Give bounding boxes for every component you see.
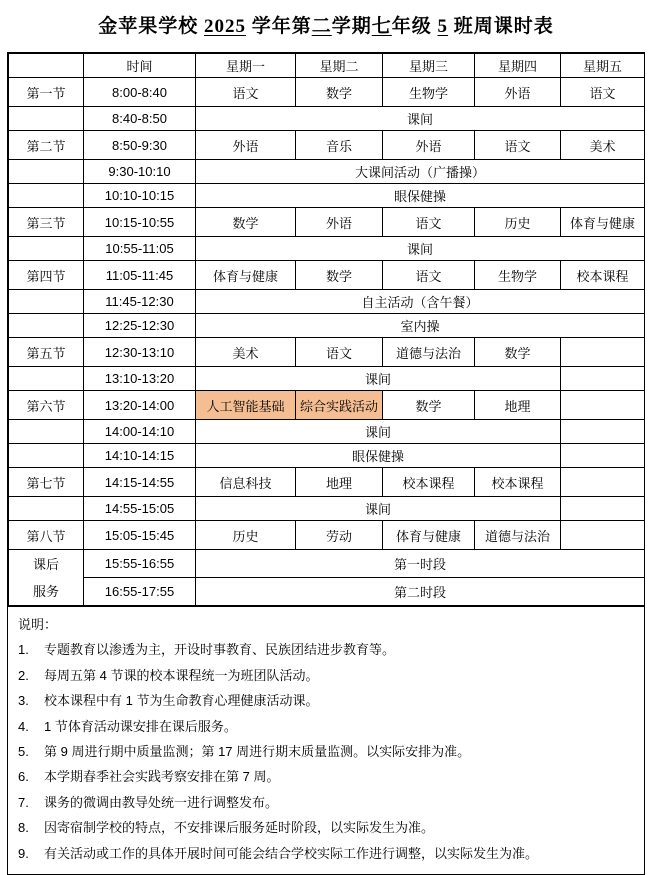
break-cell: 课间 xyxy=(196,497,561,521)
period-1-row xyxy=(9,78,645,107)
note-item xyxy=(18,841,634,866)
time-cell: 15:05-15:45 xyxy=(84,521,196,550)
subject-cell: 校本课程 xyxy=(561,261,645,290)
break-row xyxy=(9,184,645,208)
title-suffix: 班周课时表 xyxy=(448,16,554,37)
title-class-number: 5 xyxy=(437,16,449,37)
header-row xyxy=(9,54,645,78)
subject-cell: 数学 xyxy=(475,338,561,367)
break-row xyxy=(9,314,645,338)
subject-cell: 校本课程 xyxy=(475,468,561,497)
period-label-empty xyxy=(9,184,84,208)
note-number: 7. xyxy=(18,794,29,810)
period-label-empty xyxy=(9,290,84,314)
subject-cell-highlighted: 人工智能基础 xyxy=(196,391,296,420)
service-slot-cell: 第一时段 xyxy=(196,550,645,578)
break-row xyxy=(9,497,645,521)
timetable-table xyxy=(8,53,645,606)
note-text: 因寄宿制学校的特点，不安排课后服务延时阶段，以实际发生为准。 xyxy=(44,820,435,836)
break-cell: 眼保健操 xyxy=(196,444,561,468)
note-item xyxy=(18,739,634,764)
subject-cell: 体育与健康 xyxy=(561,208,645,237)
period-label-empty xyxy=(9,314,84,338)
note-item xyxy=(18,764,634,789)
subject-cell: 校本课程 xyxy=(383,468,475,497)
break-cell: 大课间活动（广播操） xyxy=(196,160,645,184)
subject-cell: 数学 xyxy=(296,78,383,107)
break-row xyxy=(9,367,645,391)
note-item xyxy=(18,637,634,662)
subject-cell: 外语 xyxy=(196,131,296,160)
subject-cell: 历史 xyxy=(196,521,296,550)
note-text: 1 节体育活动课安排在课后服务。 xyxy=(44,718,237,734)
time-cell: 11:05-11:45 xyxy=(84,261,196,290)
time-cell: 8:40-8:50 xyxy=(84,107,196,131)
time-cell: 9:30-10:10 xyxy=(84,160,196,184)
friday-empty-cell xyxy=(561,497,645,521)
subject-cell: 劳动 xyxy=(296,521,383,550)
period-label: 第二节 xyxy=(9,131,84,160)
header-thursday: 星期四 xyxy=(475,54,561,78)
time-cell: 15:55-16:55 xyxy=(84,550,196,578)
subject-cell: 信息科技 xyxy=(196,468,296,497)
subject-cell-empty xyxy=(561,468,645,497)
period-3-row xyxy=(9,208,645,237)
subject-cell: 数学 xyxy=(296,261,383,290)
note-text: 课务的微调由教导处统一进行调整发布。 xyxy=(44,794,279,810)
subject-cell: 体育与健康 xyxy=(383,521,475,550)
time-cell: 14:00-14:10 xyxy=(84,420,196,444)
note-item xyxy=(18,663,634,688)
note-number: 4. xyxy=(18,718,29,734)
title-mid1: 学年第 xyxy=(245,16,312,37)
service-slot-cell: 第二时段 xyxy=(196,578,645,606)
subject-cell: 地理 xyxy=(296,468,383,497)
subject-cell: 外语 xyxy=(475,78,561,107)
subject-cell-empty xyxy=(561,521,645,550)
title-school: 金苹果学校 xyxy=(98,16,204,37)
note-number: 6. xyxy=(18,769,29,785)
time-cell: 12:25-12:30 xyxy=(84,314,196,338)
note-text: 专题教育以渗透为主，开设时事教育、民族团结进步教育等。 xyxy=(44,642,396,658)
title-mid2: 学期 xyxy=(331,16,372,37)
note-number: 8. xyxy=(18,820,29,836)
friday-empty-cell xyxy=(561,444,645,468)
period-8-row xyxy=(9,521,645,550)
subject-cell: 生物学 xyxy=(475,261,561,290)
subject-cell: 美术 xyxy=(561,131,645,160)
subject-cell: 数学 xyxy=(383,391,475,420)
period-2-row xyxy=(9,131,645,160)
period-label: 第一节 xyxy=(9,78,84,107)
break-row xyxy=(9,420,645,444)
time-cell: 13:10-13:20 xyxy=(84,367,196,391)
period-label-empty xyxy=(9,160,84,184)
subject-cell: 数学 xyxy=(196,208,296,237)
period-label-empty xyxy=(9,367,84,391)
subject-cell: 美术 xyxy=(196,338,296,367)
break-cell: 眼保健操 xyxy=(196,184,645,208)
subject-cell: 语文 xyxy=(475,131,561,160)
period-6-row xyxy=(9,391,645,420)
title-term: 二 xyxy=(311,16,332,37)
subject-cell: 地理 xyxy=(475,391,561,420)
note-number: 3. xyxy=(18,693,29,709)
note-number: 1. xyxy=(18,642,29,658)
subject-cell: 语文 xyxy=(561,78,645,107)
time-cell: 11:45-12:30 xyxy=(84,290,196,314)
subject-cell: 外语 xyxy=(383,131,475,160)
period-label-empty xyxy=(9,107,84,131)
after-school-label-line2: 服务 xyxy=(32,583,59,599)
note-item xyxy=(18,815,634,840)
break-cell: 课间 xyxy=(196,420,561,444)
subject-cell: 语文 xyxy=(383,261,475,290)
notes-section xyxy=(8,606,644,874)
time-cell: 14:55-15:05 xyxy=(84,497,196,521)
break-cell: 课间 xyxy=(196,367,561,391)
title-grade: 七 xyxy=(371,16,392,37)
time-cell: 13:20-14:00 xyxy=(84,391,196,420)
timetable-sheet xyxy=(7,52,645,875)
note-number: 5. xyxy=(18,744,29,760)
note-text: 每周五第 4 节课的校本课程统一为班团队活动。 xyxy=(44,667,319,683)
time-cell: 14:15-14:55 xyxy=(84,468,196,497)
period-label-empty xyxy=(9,420,84,444)
subject-cell: 语文 xyxy=(383,208,475,237)
period-5-row xyxy=(9,338,645,367)
subject-cell: 道德与法治 xyxy=(383,338,475,367)
note-number: 9. xyxy=(18,845,29,861)
notes-heading: 说明： xyxy=(18,617,58,632)
subject-cell: 生物学 xyxy=(383,78,475,107)
time-cell: 10:55-11:05 xyxy=(84,237,196,261)
break-row xyxy=(9,160,645,184)
note-text: 第 9 周进行期中质量监测；第 17 周进行期末质量监测。以实际安排为准。 xyxy=(44,744,471,760)
period-label: 第五节 xyxy=(9,338,84,367)
period-label: 第七节 xyxy=(9,468,84,497)
friday-empty-cell xyxy=(561,420,645,444)
break-cell: 课间 xyxy=(196,107,645,131)
note-text: 校本课程中有 1 节为生命教育心理健康活动课。 xyxy=(44,693,319,709)
note-text: 有关活动或工作的具体开展时间可能会结合学校实际工作进行调整，以实际发生为准。 xyxy=(44,845,539,861)
after-school-row-2 xyxy=(9,578,645,606)
header-tuesday: 星期二 xyxy=(296,54,383,78)
header-time: 时间 xyxy=(84,54,196,78)
break-cell: 室内操 xyxy=(196,314,645,338)
note-item xyxy=(18,790,634,815)
break-row xyxy=(9,107,645,131)
subject-cell: 道德与法治 xyxy=(475,521,561,550)
header-monday: 星期一 xyxy=(196,54,296,78)
period-label: 第四节 xyxy=(9,261,84,290)
period-label-empty xyxy=(9,444,84,468)
period-7-row xyxy=(9,468,645,497)
friday-empty-cell xyxy=(561,367,645,391)
note-number: 2. xyxy=(18,667,29,683)
time-cell: 10:15-10:55 xyxy=(84,208,196,237)
break-row xyxy=(9,444,645,468)
subject-cell: 语文 xyxy=(296,338,383,367)
break-row xyxy=(9,290,645,314)
header-friday: 星期五 xyxy=(561,54,645,78)
period-label: 第八节 xyxy=(9,521,84,550)
subject-cell-highlighted: 综合实践活动 xyxy=(296,391,383,420)
subject-cell: 语文 xyxy=(196,78,296,107)
period-label-empty xyxy=(9,237,84,261)
break-row xyxy=(9,237,645,261)
subject-cell: 体育与健康 xyxy=(196,261,296,290)
title-year: 2025 xyxy=(203,16,246,37)
time-cell: 10:10-10:15 xyxy=(84,184,196,208)
header-wednesday: 星期三 xyxy=(383,54,475,78)
break-cell: 自主活动（含午餐） xyxy=(196,290,645,314)
subject-cell-empty xyxy=(561,391,645,420)
title-mid3: 年级 xyxy=(391,16,438,37)
note-text: 本学期春季社会实践考察安排在第 7 周。 xyxy=(44,769,280,785)
period-label: 第六节 xyxy=(9,391,84,420)
after-school-label-line1: 课后 xyxy=(32,556,59,572)
subject-cell: 外语 xyxy=(296,208,383,237)
header-period xyxy=(9,54,84,78)
subject-cell-empty xyxy=(561,338,645,367)
page-title xyxy=(7,14,645,40)
time-cell: 14:10-14:15 xyxy=(84,444,196,468)
time-cell: 8:50-9:30 xyxy=(84,131,196,160)
after-school-row-1 xyxy=(9,550,645,578)
time-cell: 8:00-8:40 xyxy=(84,78,196,107)
period-label: 第三节 xyxy=(9,208,84,237)
period-4-row xyxy=(9,261,645,290)
time-cell: 12:30-13:10 xyxy=(84,338,196,367)
subject-cell: 音乐 xyxy=(296,131,383,160)
note-item xyxy=(18,714,634,739)
break-cell: 课间 xyxy=(196,237,645,261)
period-label-empty xyxy=(9,497,84,521)
after-school-service-label xyxy=(9,550,84,606)
time-cell: 16:55-17:55 xyxy=(84,578,196,606)
subject-cell: 历史 xyxy=(475,208,561,237)
note-item xyxy=(18,688,634,713)
